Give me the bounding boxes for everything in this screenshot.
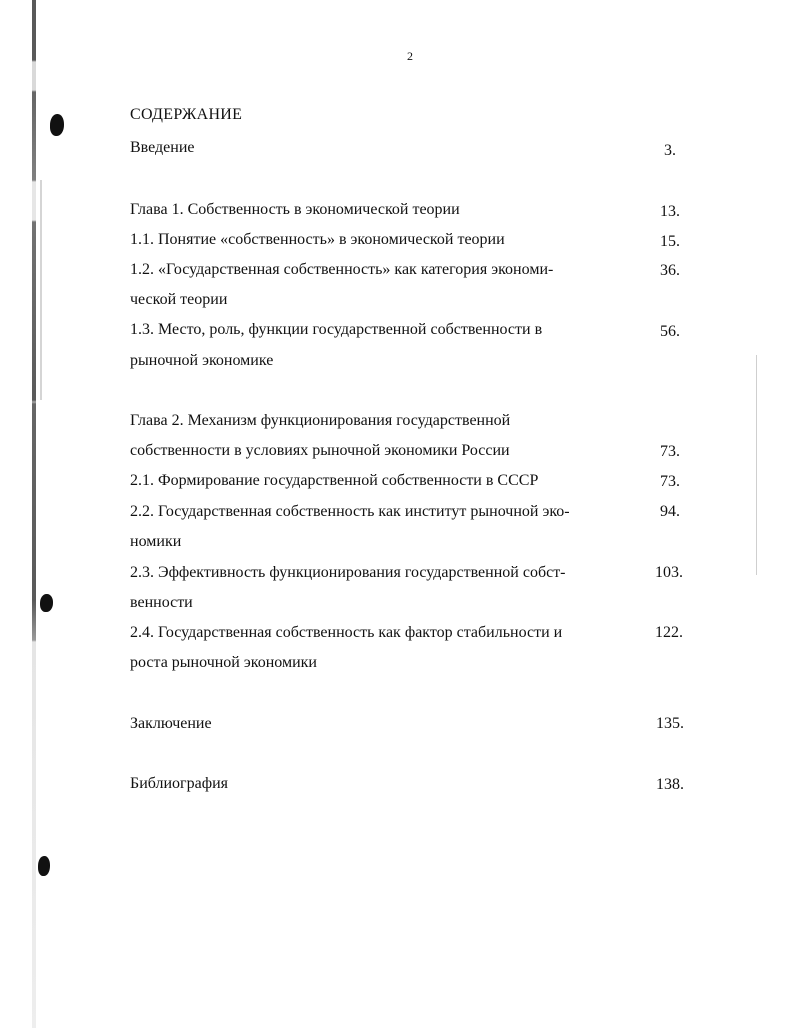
toc-title: СОДЕРЖАНИЕ bbox=[130, 106, 243, 123]
toc-page-section-1-1: 15. bbox=[660, 233, 680, 250]
toc-page-intro: 3. bbox=[664, 142, 676, 159]
toc-entry-section-1-3-line2: рыночной экономике bbox=[130, 352, 274, 369]
toc-entry-section-2-3-line1: 2.3. Эффективность функционирования государственной собст- bbox=[130, 564, 566, 581]
toc-entry-section-1-1: 1.1. Понятие «собственность» в экономической теории bbox=[130, 231, 505, 248]
toc-entry-section-2-2-line2: номики bbox=[130, 533, 182, 550]
toc-page-chapter-2: 73. bbox=[660, 443, 680, 460]
toc-page-conclusion: 135. bbox=[656, 715, 684, 732]
toc-page-section-1-2: 36. bbox=[660, 262, 680, 279]
toc-entry-chapter-1: Глава 1. Собственность в экономической теории bbox=[130, 201, 460, 218]
toc-entry-section-2-3-line2: венности bbox=[130, 594, 193, 611]
toc-entry-section-1-2-line2: ческой теории bbox=[130, 291, 228, 308]
toc-entry-section-1-3-line1: 1.3. Место, роль, функции государственной собственности в bbox=[130, 321, 543, 338]
scan-right-edge-artifact bbox=[756, 355, 757, 575]
scan-edge-artifact-secondary bbox=[40, 180, 42, 400]
punch-hole-mark-middle bbox=[40, 594, 53, 612]
toc-entry-section-2-2-line1: 2.2. Государственная собственность как институт рыночной эко- bbox=[130, 503, 570, 520]
toc-page-section-2-3: 103. bbox=[655, 564, 683, 581]
toc-entry-conclusion: Заключение bbox=[130, 715, 212, 732]
toc-entry-section-2-1: 2.1. Формирование государственной собственности в СССР bbox=[130, 472, 539, 489]
toc-page-chapter-1: 13. bbox=[660, 203, 680, 220]
toc-entry-chapter-2-line2: собственности в условиях рыночной экономики России bbox=[130, 442, 510, 459]
toc-entry-bibliography: Библиография bbox=[130, 775, 228, 792]
toc-page-section-2-4: 122. bbox=[655, 624, 683, 641]
punch-hole-mark-top bbox=[50, 114, 64, 136]
punch-hole-mark-bottom bbox=[38, 856, 50, 876]
toc-page-section-2-2: 94. bbox=[660, 503, 680, 520]
toc-entry-intro: Введение bbox=[130, 139, 195, 156]
toc-entry-section-2-4-line2: роста рыночной экономики bbox=[130, 654, 317, 671]
toc-page-section-1-3: 56. bbox=[660, 323, 680, 340]
scan-edge-artifact bbox=[32, 0, 36, 1028]
toc-entry-section-2-4-line1: 2.4. Государственная собственность как фактор стабильности и bbox=[130, 624, 563, 641]
toc-page-section-2-1: 73. bbox=[660, 473, 680, 490]
toc-entry-chapter-2-line1: Глава 2. Механизм функционирования государственной bbox=[130, 412, 511, 429]
toc-page-bibliography: 138. bbox=[656, 776, 684, 793]
page-number: 2 bbox=[407, 49, 413, 63]
toc-entry-section-1-2-line1: 1.2. «Государственная собственность» как категория экономи- bbox=[130, 261, 554, 278]
